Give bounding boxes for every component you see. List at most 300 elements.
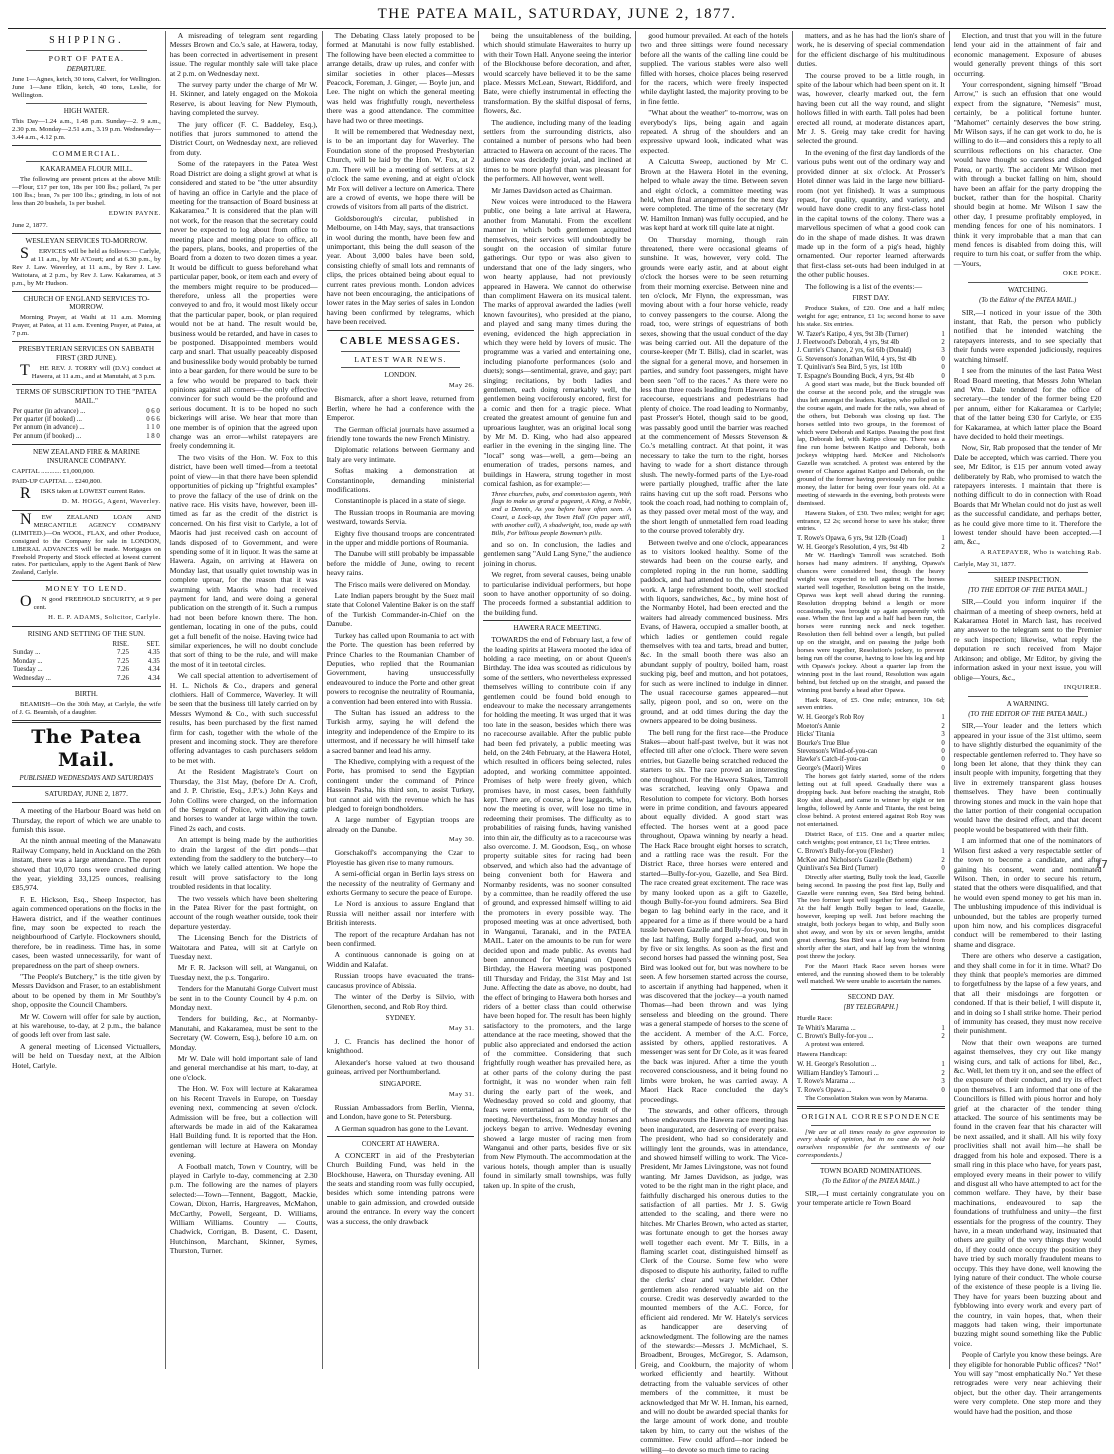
table-row [12,649,161,657]
column-1 [8,31,165,1369]
race-result-row [797,756,945,764]
placing: 1 [941,714,945,722]
handicap-results [797,1061,945,1095]
dispatch-item: The Danube will still probably be impassable before the middle of June, owing to recent heavy rains. [326,549,475,578]
horse-entry: W. H. George's Resolution ... [796,1061,877,1069]
horse-entry: T. Quinlivan's Sea Bird, 5 yrs, 1st 10lb [796,364,903,372]
horse-entry: Quinlivan's Sea Bird (Turner) [796,865,878,873]
sun-table [12,641,161,683]
divider [12,341,161,342]
horse-entry: Hawke's Catch-if-you-can [796,756,869,764]
dispatch-item: The report of the recapture Ardahan has not been confirmed. [326,929,475,949]
flour-mill-heading: KAKARAMEA FLOUR MILL. [39,165,133,174]
table-row [12,433,161,441]
article-paragraph: The Debating Class lately proposed to be formed at Manutahi is now fully established. The following have been elected a committee to arrange details, draw up rules, and confer with similar societies in other places—Messrs Peacock, Foreman, J. Ginger, — Boyle jun, and Lee. The night on which the general meeting was held was frightfully rough, nevertheless there was a good attendance. The committee have had two or three meetings. [326,31,475,125]
race-result-row [797,356,945,364]
article-paragraph: An attempt is being made by the authorities to drain the largest of the dirt ponds—that extending from the saddlery to the butchery—to which we lately called attention. We hope the result will prove satisfactory to the long troubled residents in that locality. [169,835,318,892]
produce-stakes-text: Produce Stakes, of £20. One and a half miles; weight for age; entrance, £1 1s; second horse to save his stake. Six entries. [796,304,945,328]
race-result-row [797,1087,945,1095]
race-result-row [797,865,945,873]
article-paragraph: A misreading of telegram sent regarding Messrs Brown and Co.'s sale, at Hawera, today, has been corrected in advertisement in present issue. The regular monthly sale will take place at 2 p.m. on Wednesday next. [169,31,318,78]
table-row [12,666,161,674]
article-paragraph: Now, Sir, Rab proposed that the tender of Mr Dale be accepted, which was carried. There you see, Mr Editor, is £15 per annum voted away deliberately by Rab, who promised to watch the ratepayers interests. I maintain that there is nothing difficult to do in connection with Road Boards that Mr Whelan could not do just as well as the successful candidate, and perhaps better, as he could give more time to it. Therefore the lowest tender should have been accepted.—I am, &c., [953,443,1102,547]
watching-heading: WATCHING. [1008,286,1048,295]
article-paragraph: Mr James Davidson acted as Chairman. [491,185,613,195]
divider [26,161,147,162]
divider [811,989,931,990]
race-result-row [797,1070,945,1078]
hawera-results [797,535,945,552]
table-cell: 1 8 0 [146,432,160,440]
london-date: May 26. [448,382,475,390]
article-paragraph: A Football match, Town v Country, will be played in Carlyle to-day, commencing at 2.30 p.m. The following are the names of players selected:—Town—Tennent, Baggott, Mackie, Cowan, Dixon, Harris, Hargreaves, McMahon, McCarthy, Powell, Sergeant, D. Williams, William Williams. Country — Coutts, Chadwick, Corrigan, B. Dasent, C. Dasent, Hutchinson, Marchant, Skinner, Symes, Thurston, Turner. [169,1161,318,1256]
hawera-stakes-text: Hawera Stakes, of £30. Two miles; weight for age; entrance, £2 2s; second horse to save his stake; three entries. [796,509,945,533]
town-board-heading: TOWN BOARD NOMINATIONS. [819,1167,922,1176]
column-3 [322,31,479,1369]
district-results [797,848,945,873]
protest-text: A protest was entered. [804,1041,865,1049]
divider [483,620,631,621]
horse-entry: G. Stevenson's Jonathan Wild, 4 yrs, 9st 4lb [796,355,917,363]
london-dispatches [327,394,475,834]
dispatch-item: The Sultan has issued an address to the Turkish army, saying he will defend the integrity and independence of the Empire to its uttermost, and if necessary he will himself take a sacred banner and lead his army. [326,707,475,755]
placing: 0 [941,372,945,380]
table-row [12,416,161,424]
dispatch-item: Diplomatic relations between Germany and Italy are very intimate. [326,445,475,464]
hogg-signature: D. M. HOGG, Agent, Waverley. [61,497,161,505]
table-cell: 7.26 [117,666,129,674]
divider [341,367,461,368]
column-header: SET. [146,640,160,648]
dispatch-item: A German squadron has gone to the Levant. [334,1123,469,1133]
race-result-row [797,714,945,722]
money-text: ON good FREEHOLD SECURITY, at 9 per cent. [20,592,161,611]
table-cell: 0 6 0 [146,407,160,415]
article-paragraph: good humour prevailed. At each of the hotels two and three sittings were found necessary before all the wants of the calling line could be supplied. The various stables were also well filled with horses, choice places being reserved for the racers, which were freely inspected while daylight lasted, the majority proving to be in fine fettle. [640,31,788,106]
newspaper-logo: The Patea Mail. [31,725,142,772]
placing: 0 [941,1086,945,1094]
article-paragraph: Mr F. R. Jackson will sell, at Wanganui, on Tuesday next, the p.s. Tongariro. [169,963,318,982]
race-result-row [797,740,945,748]
article-paragraph: At the ninth annual meeting of the Manawatu Railway Company, held in Auckland on the 26th instant, there was a large attendance. The report showed that 10,070 tons were crushed during the year, yielding 33,125 ounces, realising £85,974. [12,836,161,893]
horse-entry: Bourke's True Blue [796,739,850,747]
placing: 2 [941,856,945,864]
race-meeting-text: TOWARDS the end of February last, a few of the leading spirits at Hawera mooted the idea of holding a race meeting, on or about Queen's Birthday. The idea was scouted as ridiculous by some of the settlers, who nevertheless expressed themselves willing to contribute coin if any gentlemen could be found bold enough to endeavour to make the necessary arrangements for holding the meeting. It was urged that it was too late in the season, besides which there was no racecourse available. After the public puble had been fed privately, a public meeting was held, on the 24th February, at the Hawera Hotel, which resulted in officers being selected, rules adopted, and working committee appointed. Promises of help were freely given, which promises have, in most cases, been faithfully kept. There are, of course, a few laggards, who, now the meeting is over, will lose no time in redeeming their promises. The difficulty as to probabilities of raising funds, having vanished into thin air, the difficulty as to a racecourse was also overcome. J. M. Goodson, Esq., on whose property suitable sites for racing had been observed, and which also had the advantage of being convenient both for Hawera and Normanby residents, was no sooner consulted by a committee, than he readily offered the use of ground, and expressed himself willing to aid the promoters in every possible way. The proposed meeting was at once advertised, both in Wanganui, Taranaki, and in the PATEA MAIL. Later on the amounts to be run for were decided upon and made public. As events had been announced for Wanganui on Queen's Birthday, the Hawera meeting was postponed till Thursday and Friday, the 31st May and 1st June. Affecting the date as above, no doubt, had the effect of bringing to Hawera both horses and riders of a better class than could otherwise have been hoped for. The result has been highly satisfactory to the promoters, and the large attendance at the race meeting, showed that the public also appreciated and endorsed the action of the committee. Considering that such frightfully rough weather has prevailed here, as at other parts of the colony during the past fortnight, it was no wonder when rain fell during the early part of the week, and Wednesday proved so cold and gloomy, that fears were entertained as to the result of the meeting. Nevertheless, from Monday horses and jockeys began to arrive. Wednesday evening showed a large muster of racing men from Wanganui and other parts, besides five or six from New Plymouth. The accommodation at the various hotels, though ampler than is usually found in similarly small townships, was fully taken up. In spite of the crush, [483,635,632,1190]
divider [12,786,161,787]
masthead: THE PATEA MAIL, SATURDAY, JUNE 2, 1877. [377,6,737,22]
horse-entry: T. Rowe's Opawa, 6 yrs, 9st 12lb (Coad) [796,535,908,543]
race-result-row [797,748,945,756]
district-report: Directly after starting, Bully took the lead, Gazelle being second. In passing the post first lap, Bully and Gazelle were running even, Sea Bird being behind. The two former kept well together for some distance. At the half length Bully began to lead, Gazelle, however, keeping up well. Just before reaching the straight, both jockeys began to whip, and Bully soon shot away, and won by six or seven lengths, amidst great cheering. Sea Bird was a long way behind from shortly after the start, and half lap from the winning post threw the jockey. [796,873,945,960]
horse-entry: C. Brown's Bully-for-you (Flesher) [796,848,893,856]
table-row [12,658,161,666]
correspondence-heading: ORIGINAL CORRESPONDENCE [801,1111,941,1121]
horse-entry: W. H. George's Rob Roy [796,714,865,722]
divider [797,1106,945,1109]
placing: 0 [941,739,945,747]
may30-date: May 30. [448,836,475,844]
hurdle-race-label: Hurdle Race: [796,1014,833,1022]
sheep-sub: [TO THE EDITOR OF THE PATEA MAIL.] [967,586,1088,594]
adams-signature: H. E. P. ADAMS, Solicitor, Carlyle. [48,613,161,621]
divider [12,510,161,511]
article-paragraph: In the evening of the first day landlords of the various pubs went out of the ordinary way and provided dinner at six o'clock. At Prosser's Hotel dinner was laid in the large new billiard-room (not yet finished). It was a sumptuous repast, for quality, quantity, and variety, and would have done credit to any first-class hotel in the capital towns of the colony. There was a marvellous specimen of what a good cook can do in the shape of made dishes. It was drawn made up in the form of a pig's head, highly ornamented. Our reporter learned afterwards that first-class set-outs had been indulged in at the other public houses. [796,147,945,280]
article-paragraph: SIR,—Your leader and the letters which appeared in your issue of the 31st ultimo, seem to have slightly disturbed the equanimity of the respectable gentlemen referred to. They have so long been let alone, that they think they can insult people with impunity, forgetting that they live in extremely transparent glass houses themselves. They have been continually throwing stones and muck in the vain hope that the latter portion of their congenial occupation would have the desired effect, and that decent people would be bespattered with their filth. [953,721,1102,834]
hurdle-results [797,1025,945,1042]
table-cell: 4.34 [147,666,160,674]
table-cell: 4.35 [147,649,160,657]
sydney-date: May 31. [448,1024,475,1032]
article-paragraph: The stewards, and other officers, through whose endeavours the Hawera race meeting has been inaugurated, are deserving of every praise. The president, who had so considerately and willingly lent the grounds, was in attendance, and showed himself willing to work. The Vice-President, Mr James Livingstone, was not found wanting. Mr James Davidson, as judge, was voted to be the right man in the right place, and faithfully discharged his onerous duties to the satisfaction of all parties. Mr J. S. Gwig attended to the scaling, and there were no hitches. Mr Charles Brown, who acted as starter, was fortunate enough to get the horses away well together each event. Mr T. Bills, in a flaming scarlet coat, distinguished himself as Clerk of the Course. Some few who were disposed to dispute his authority, failed to ruffle the clerks' clear and wary wielder. Other gentlemen also rendered valuable aid on the course. Credit was deservedly awarded to the mounted members of the A.C. Force, for efficient aid rendered. Mr W. Hately's services as handicapper are deserving of acknowledgment. The following are the names of the stewards:—Messrs J. McMichael, S. Broadbent, Brouges, McGregor, S. Adamson, Greig, and Cookburn, the majority of whom worked efficiently and heartily. Without detracting from the valuable services of other members of the committee, it must be acknowledged that Mr W. H. Inman, his earned, and will no doubt be awarded special thanks for the large amount of work done, and trouble taken by him, to carry out the wishes of the committee. Few could afford—nor indeed be willing—to devote so much time to racing [640,1105,788,1454]
dispatch-item: Bismarck, after a short leave, returned from Berlin, where he had a conference with the Emperor. [326,394,475,423]
birth-heading: BIRTH. [74,689,98,698]
table-cell: 1 1 0 [146,424,160,432]
dispatch-item: The Khedive, complying with a request of the Porte, has promised to send the Egyptian contingent under the command of Prince Hassein Pasha, his third son, to assist Turkey, but cannot aid with the revenue which he has pledged to foreign bondholders. [326,756,475,814]
placing: 0 [941,764,945,772]
race-result-row [797,848,945,856]
sun-heading: RISING AND SETTING OF THE SUN. [27,629,146,638]
loan-company-text: NEW ZEALAND LOAN AND MERCANTILE AGENCY COMPANY (LIMITED.)—On WOOL, FLAX, and other Produce, consigned to the Company for sale in LONDON, LIBERAL ADVANCES will be made. Mortgages on Freehold Property and Stock effected at lowest current rates. For particulars, apply to the Agent Bank of New Zealand, Carlyle. [12,511,161,577]
article-paragraph: Between twelve and one o'clock, appearances as to visitors looked healthy. Some of the stewards had been on the course early, and completed roping in the run home, saddling paddock, and had attended to the other needful work. A large refreshment booth, well stocked with liquors, sandwiches, &c., by mine host of the Normanby Hotel, had been erected and the waiters had already commenced business. Mrs Evans, of Hawera, occupied a smaller booth, at which ladies or gentlemen could regale themselves with tea and tarts, bread and butter, &c. In the small booth there was also an abundant supply of poultry, boiled ham, roast sucking pig, beef and mutton, and hot potatoes, for such as were inclined to indulge in dinner. The usual racecourse games appeared—nut sally, pigeon pool, and so on, were on the ground, and at odd times during the day the owners appeared to be doing business. [640,537,788,726]
table-row [12,675,161,683]
produce-report: A good start was made, but the Buck bounded off the course at the second pole, and the struggle was thus left amongst the leaders. Katipo, who pulled on to the course again, and made for the rails, was ahead of the others, but Deborah was closing up fast. The horses settled into two groups, in the foremost of which were Deborah and Katipo. Passing the post first lap, Deborah led, with Katipo close up. There was a fine run home between Katipo and Deborah, both jockeys whipping hard. McKee and Nicholson's Gazelle was scratched. A protest was entered by the owner of Chance against Katipo and Deborah, on the ground of the former having previously run for public money, the latter for being over four years old. At a meeting of stewards in the evening, both protests were dismissed. [796,381,945,507]
placing: 0 [941,865,945,873]
london-heading: LONDON. [384,371,417,380]
horse-entry: Hicks' Titania [796,731,835,739]
race-result-row [797,364,945,372]
placing: 3 [941,731,945,739]
race-result-row [797,339,945,347]
table-cell: Per quarter (in advance) ... [13,407,86,415]
article-paragraph: Election, and trust that you will in the future lend your aid in the attainment of fair and economic management. Exposure of abuses would generally prevent things of this sort occurring. [953,31,1102,78]
wesleyan-heading: WESLEYAN SERVICES TO-MORROW. [25,237,148,246]
article-paragraph: People of Carlyle you know these beings. Are they eligible for honorable Public offices? "No!" You will say "most emphatically No." Yet these retrogrades were very near achieving their object, but the other day. Their arrangements were very complete. One step more and they would have had the position, and those [953,1350,1102,1416]
concert-heading: CONCERT AT HAWERA. [361,1139,440,1148]
horse-entry: C. Brown's Bully-for-you ... [796,1033,874,1041]
horse-entry: T. Rowe's Opawa ... [796,1086,852,1094]
placing: 1 [941,1024,945,1032]
article-paragraph: The course proved to be a little rough, in spite of the labour which had been spent on it. It was, however, clearly marked out, the fern having been cut all the way round, and slight hollows filled in with earth. Tall poles had been erected all round, at moderate distances apart, Mr J. S. Greig may take credit for having selected the ground. [796,70,945,146]
dispatch-item: A continuous cannonade is going on at Widdin and Kalafat. [326,950,475,969]
dispatch-item: A large number of Egyptian troops are already on the Danube. [326,815,475,834]
article-paragraph: At the Resident Magistrate's Court on Thursday, the 31st May, (before Dr A. Croft, and J. P. Christie, Esq., J.P.'s.) John Keys and John Collins were charged, on the information of the Sergeant of Police, with allowing cattle and horses to wander at large within the town. Fined 2s each, and costs. [169,767,318,833]
singapore-dispatches [327,1103,475,1133]
divider [327,330,475,331]
flour-mill-signature: EDWIN PAYNE. [108,210,161,218]
sheep-heading: SHEEP INSPECTION. [994,575,1062,584]
column-header: RISE. [112,640,129,648]
column-7 [949,31,1106,1416]
divider [968,696,1088,697]
departure-heading: DEPARTURE. [66,66,107,74]
sheep-text: SIR,—Could you inform inquirer if the chairman of a meeting of sheep owners, held at Kakaramea Hotel in March last, has received any answer to the telegram sent to the Premier re such inspection; likewise, what reply the deputation re such received from Major Atkinson; and oblige, Mr Editor, by giving the information asked in your next issue, you will oblige—Yours, &c., [953,597,1102,682]
divider [12,291,161,292]
race-result-row [797,1033,945,1041]
article-paragraph: SIR,—I noticed in your issue of the 30th instant, that Rab, the person who publicly notified that he intended watching the ratepayers interests, and to see specially that their funds were expended judiciously, requires watching himself. [953,307,1102,364]
divider [12,686,161,687]
article-paragraph: On Thursday morning, though rain threatened, there were occasional gleams of sunshine. It was, however, very cold. The grounds were early astir, and at about eight o'clock the horses were to be seen returning from their morning exercise. Between nine and ten o'clock, Mr Flynn, the expressman, was moving about with a four horse vehicle, ready to convey passengers to the course. Along the road, too, were strings of equestrians of both sexes, showing that the usual conduct of the day was being carried out. All the depature of the course-keeper (Mr T. Bills), clad in scarlet, was the signal for a general move, and horsemen in parties, and sundry foot passengers, might have been seen "off to the races." As there were no less than three roads leading from Hawera to the racecourse, equestrians and pedestrians had plenty of choice. The road leading to Normanby, past Prosser's Hotel, though said to be good, was passably good until the barrier was reached at the commencement of Messrs Stevenson & Co.'s metalling contract. At that point, it was necessary to take the turn to the right, horses having to wade for a short distance through slush. The newly-formed parts of the Lye-road were partially ploughed, traffic after the late rains having cut up the soft road. Persons who took the coach road, had nothing to complain of, as they passed over metal most of the way, and the short length of unmetalled fern road leading to the course proved tolerably dry. [640,234,788,536]
race-result-row [797,857,945,865]
article-paragraph: The jury officer (F. C. Baddeley, Esq.), notifies that jurors summoned to attend the District Court, on Wednesday next, are relieved from duty. [169,119,318,157]
dispatch-item: The Russian troops in Roumania are moving westward, towards Servia. [326,507,475,527]
insurance-heading: NEW ZEALAND FIRE & MARINE INSURANCE COMPANY. [32,448,140,466]
ratepayer-date: Carlyle, May 31, 1877. [953,561,1016,568]
maori-race-text: For the Maori Hack Race seven horses were entered, and the running showed them to be tolerably well matched. We were unable to ascertain the names. [796,962,945,986]
dispatch-item: Turkey has called upon Roumania to act with the Porte. The question has been referred by Prince Charles to the Roumanian Chamber of Deputies, who replied that the Roumanian Government, having unsuccessfully endeavoured to induce the Porte and other great powers to recognise the neutrality of Roumania, a convention had been entered into with Russia. [326,630,475,706]
dispatch-item: A semi-official organ in Berlin lays stress on the necessity of the neutrality of Germany and exhorts Germany to secure the peace of Europe. [326,869,475,898]
placing: 2 [941,1069,945,1077]
horse-entry: J. Fleetwood's Deborah, 4 yrs, 9st 4lb [796,339,900,347]
church-heading: CHURCH OF ENGLAND SERVICES TO-MORROW. [23,294,150,312]
table-cell: 7.25 [117,657,129,665]
article-paragraph: F. E. Hickson, Esq., Sheep Inspector, has again commenced operations on the flocks in the Hawera district, and if the weather continues fine, may soon be expected to reach the neighbourhood of Carlyle. Flockowners should, therefore, be in readiness. Time has, in some cases, been wasted unnecessarily, for want of preparedness on the part of sheep owners. [12,894,161,970]
divider [341,351,461,352]
sydney-heading: SYDNEY. [385,1013,416,1022]
dispatch-item: Alexander's horse valued at two thousand guineas, arrived per Northumberland. [326,1057,475,1077]
dispatch-item: The German official journals have assumed a friendly tone towards the new French Ministry. [326,424,475,443]
departures-text: June 1—Agnes, ketch, 30 tons, Calvert, for Wellington. June 1—Jane Elkin, ketch, 40 tons, Leslie, for Wellington. [12,76,161,100]
race-result-row [797,535,945,543]
divider [12,580,161,581]
district-race-text: District Race, of £15. One and a quarter miles; catch weights; post entrance, £1 1s; Three entries. [796,830,945,846]
placing: 1 [941,330,945,338]
placing: 0 [941,355,945,363]
dateline: SATURDAY, JUNE 2, 1877. [44,790,128,799]
column-4 [478,31,635,1369]
cable-messages-heading: CABLE MESSAGES. [339,335,462,347]
table-row [12,408,161,416]
hawera-handicap-label: Hawera Handicap: [796,1051,847,1059]
article-paragraph: Your correspondent, signing himself "Broad Arrow," is such an effusion that one would expect from the signature, "Nemesis" must, certainly, be a political fortune hunter. "Mahomet" certainly deserves the bow string. Mr Wilson says, if he can get work to do, he is willing to do it—and considers this a reply to all scurrilous reflections on his character. One would have thought so careless and dislodged Patea, or partly. The accident Mr Wilson met with through a bucket falling on him, should have been an affair for the party dropping the bucket, rather than for the hospital. Charity should begin at home. Mr Wilson I saw the other day, I presume profitably employed, in mending fences for one of his nominators. I think it very improbable that a man that can mend fences is disabled from doing this, will require to turn his coat, or suffer from the whip.—Yours, [953,80,1102,268]
horse-entry: W. H. George's Resolution, 4 yrs, 9st 4lb [796,543,908,551]
horse-entry: McKee and Nicholson's Gazelle (Bethem) [796,856,912,864]
article-paragraph: A general meeting of Licensed Victuallers, will be held on Tuesday next, at the Albion Hotel, Carlyle. [12,1041,161,1070]
article-paragraph: The Hon. W. Fox will lecture at Kakaramea on his Recent Travels in Europe, on Tuesday evening next, commencing at seven o'clock. Admission will be free, but a collection will afterwards be made in aid of the Kakaramea Hall Building fund. It is reported that the Hon. gentleman will lecture at Hawera on Monday evening. [169,1084,318,1160]
article-paragraph: The bell rung for the first race—the Produce Stakes—about half-past twelve, but it was not effected till after one o'clock. There were seven entries, but Gazelle being scratched reduced the starters to six. The race proved an interesting one throughout. For the Hawera Stakes, Tamroll was scratched, leaving only Opawa and Resolution to compete for victory. Both horses were in prime condition, and favours appeared about equally divided. A good start was effected. The horses went at a good pace throughout, Opawa winning by nearly a head. The Hack Race brought eight horses to scratch, and a rattling race was the result. For the District Race, three horses were entered and started—Bully-for-you, Gazelle, and Sea Bird. The race created great excitement. The race was by many looked upon as a gift to Gazelle, though Bully-for-you found admirers. Sea Bird began to lag behind early in the race, and it appeared for a time as if there would be a hard tussle between Gazelle and Bully-for-you, but in the last halfing, Bully forged a-head, and won by five or six lengths. As soon as the first and second horses had passed the winning post, Sea Bird was looked out for, but was nowhere to be seen. A few horsemen started across the course, to ascertain if anything had happened, when it was discovered that the jockey—a youth named Thomas—had been thrown and was lying senseless and bleeding on the ground. There was a general stampede of horses to the scene of the accident. A member of the A.C. Force, assisted by others, applied restoratives. A messenger was sent for Dr Cole, as it was feared the back was injured. After a time the youth recovered consciousness, and it being found no limbs were broken, he was carried away. A Maori Hack Race concluded the day's proceedings. [640,727,788,1104]
horse-entry: T. Rowe's Marama ... [796,1078,855,1086]
columns [8,31,1106,1454]
port-heading: PORT OF PATEA. [48,54,125,64]
table-row [12,424,161,432]
wesleyan-text: SERVICES will be held as follows:— Carlyle, at 11 a.m., by Mr A'Court; and at 6.30 p.m., by Rev J. Law. Waverley, at 11 a.m., by Rev J. Law. Waitotara, at 2 p.m., by Rev J. Law. Kakaramea, at 3 p.m., by Mr Hudson. [12,245,161,287]
article-paragraph: matters, and as he has had the lion's share of work, he is deserving of special commendation for the efficient discharge of his multitudinous duties. [796,31,945,69]
horse-entry: Moeton's Annie [796,722,840,730]
article-paragraph: There are others who deserve a castigation, and they shall come in for it in time. What? Do they think that people's memories are dimmed to forgetfulness by the lapse of a few years, and that all their misdoings are forgotten or condoned. If that is their belief, I will dispute it, and in doing so I shall strike home. Their period of immunity has ceased, they must now receive their punishment. [953,951,1102,1036]
watching-sub: (To the Editor of the PATEA MAIL.) [979,297,1077,305]
table-cell: Sunday ... [13,649,41,657]
horse-entry: Stevenson's Wind-of-you-can [796,748,878,756]
birth-text: BEAMISH—On the 30th May, at Carlyle, the wife of J. G. Beamish, of a daughter. [12,700,161,716]
placing: 2 [941,722,945,730]
divider [26,103,147,104]
church-text: Morning Prayer, at Waihi at 11 a.m. Morning Prayer, at Patea, at 11 a.m. Evening Prayer, at Patea, at 7 p.m. [12,314,161,338]
article-paragraph: A Calcutta Sweep, auctioned by Mr C. Brown at the Hawera Hotel in the evening, helped to whale away the time. Between seven and eight o'clock, a committee meeting was held, when final arrangements for the next day were completed. The time of the secretary (Mr W. Hamilton Inman) was fully occupied, and he was kept hard at work till quite late at night. [640,157,788,233]
second-day-heading: SECOND DAY. [847,993,895,1002]
horse-entry: T. Espagne's Bounding Buck, 4 yrs, 9st 4lb [796,372,915,380]
race-result-row [797,1025,945,1033]
article-paragraph: being the unsuitableness of the building, which should stimulate Haweraites to hurry up with their Town Hall. Anyone seeing the interior of the Blockhouse before decoration, and after, would scarcely have believed it to be the same place. Messrs McLean, Stewart, Riddiford, and Bate, were chiefly instrumental in effecting the transformation. By the skilful disposal of ferns, flowers, &c. [483,31,632,116]
table-cell: 0 6 6 [146,416,160,424]
produce-results [797,331,945,382]
table-cell: 7.26 [117,674,129,682]
presbyterian-heading: PRESBYTERIAN SERVICES ON SABBATH FIRST (3RD JUNE). [18,345,155,363]
article-paragraph: The two visits of the Hon. W. Fox to this district, have been well timed—from a teetotal point of view—in that there have been splendid opportunities of picking up "frightful examples" to prove the fallacy of the use of drink on the native race. His visits have, however, been ill-timed as far as the credit of the district is concerned. On his first visit to Carlyle, a lot of Maoris had just received cash on account of lands disposed of to Government, and were spending some of it in liquor. It was the same at Hawera. Again, on arriving at Hawera on Monday last, that usually quiet township was in complete uproar, for the reason that it was swarming with Maoris who had received payment for land, and were doing a general publication on the strength of it. Such a rumpus had not been before known there. The hon. gentleman, locating in one of the pubs, could get a full benefit of the noise. Having twice had similar experiences, he will no doubt conclude that sort of thing to be the rule, and will make the most of it in teetotal circles. [169,452,318,669]
divider [26,50,147,51]
high-water-heading: HIGH WATER. [63,107,110,116]
divider [811,1125,931,1126]
horse-entry: W. Tazer's Katipo, 4 yrs, 9st 3lb (Turner) [796,330,909,338]
risks-text: RISKS taken at LOWEST current Rates. [20,484,146,502]
terms-heading: TERMS OF SUBSCRIPTION TO THE "PATEA MAIL." [15,387,157,405]
money-heading: MONEY TO LEND. [45,584,128,594]
publication-note: PUBLISHED WEDNESDAYS AND SATURDAYS [19,774,154,782]
divider [12,384,161,385]
concert-text: A CONCERT in aid of the Presbyterian Church Building Fund, was held in the Blockhouse, Hawera, on Thursday evening. All the seats and standing room was fully occupied, besides which some intending patrons were unable to gain admission, and crowded outside around the entrance. In every way the concert was a success, the only drawback [326,1150,475,1226]
dispatch-item: Late Indian papers brought by the Suez mail state that Colonel Valentine Baker is on the staff of the Turkish Commander-in-Chief on the Danube. [326,591,475,629]
table-cell: 7.25 [117,649,129,657]
divider [12,233,161,234]
flour-mill-text: The following are present prices at the above Mill:—Flour, £17 per ton, 18s per 100 lbs.; pollard, 7s per 100 lbs.; bran, 7s per 100 lbs.; grinding, in lots of not less than 20 bushels, 1s per bushel. [12,176,161,208]
divider [968,282,1088,283]
article-paragraph: "The People's Butchery," is the title given by Messrs Davidson and Fraser, to an establishment about to be opened by them in Mr Southby's shop, opposite the Council Chambers. [12,972,161,1010]
by-telegraph: [BY TELEGRAPH.] [843,1004,899,1012]
placing: 0 [941,364,945,372]
table-cell: Per annum (if booked) ... [13,432,82,440]
divider [12,626,161,627]
race-result-row [797,731,945,739]
divider [12,145,161,146]
race-result-row [797,544,945,552]
article-paragraph: It will be remembered that Wednesday next, is to be an important day for Waverley. The Foundation stone of the proposed Presbyterian Church, will be laid by the Hon. W. Fox, at 2 p.m. There will be a meeting of settlers at six o'clock the same evening, and at eight o'clock Mr Fox will deliver a lecture on America. There are a crowd of events, we hope there will be crowds of visitors from all parts of the district. [326,127,475,212]
column-5 [635,31,792,1454]
divider [12,444,161,445]
article-paragraph: Tenders for building, &c., at Normanby-Manutahi, and Kakaramea, must be sent to the Secretary (W. Cowern, Esq.), before 10 a.m. on Monday. [169,1014,318,1052]
town-board-sub: (To the Editor of the PATEA MAIL.) [822,1178,920,1186]
placing: 1 [941,848,945,856]
consolation-text: The Consolation Stakes was won by Marama. [804,1094,928,1102]
paid-up-text: PAID-UP CAPITAL ... £240,800. [12,478,102,486]
placing: 2 [941,1033,945,1041]
dispatch-item: J. C. Francis has declined the honor of knighthood. [326,1037,475,1056]
town-board-text: SIR,—I must certainly congratulate you on your temperate article re Town Board [796,1188,945,1207]
placing: 3 [941,347,945,355]
shipping-heading: SHIPPING. [49,35,124,46]
dispatch-item: Russian troops have evacuated the trans-caucasus province of Abissia. [326,971,475,990]
article-paragraph: A meeting of the Harbour Board was held on Thursday, the report of which we are unable to furnish this issue. [12,806,161,834]
first-day-heading: FIRST DAY. [852,293,890,302]
article-paragraph: I am informed that one of the nominators of Wilson first asked a very respectable settler of the town to become a candidate, and after gaining his consent, went and nominated Wilson. Then, in order to secure his return, stated that the others were disqualified, and that he would even spend money to get his man in. The unblushing impudence of this individual is unbounded, but the tables are properly turned upon him now, and his complices disgraceful conduct will be remembered to their lasting shame and disgrace. [953,836,1102,949]
race-result-row [797,765,945,773]
column-2 [165,31,322,1369]
flour-mill-date: June 2, 1877. [12,222,48,230]
terms-table [12,408,161,442]
article-paragraph: Mr W. Dale will hold important sale of land and general merchandise at his mart, to-day, at one o'clock. [169,1054,318,1082]
placing: 3 [941,1078,945,1086]
warning-heading: A WARNING. [1006,700,1049,709]
article-paragraph: New voices were introduced to the Hawera public, one being a late arrival at Hawera, another from Manutahi. From the excellent manner in which both gentlemen acquitted themselves, their services will undoubtedly be sought on the occasion of similar future gatherings. Our typo or was also given to understand that one of the lady singers, who won hearty applause, had not previously appeared in Hawera. We cannot do otherwise than compliment Hawera on its musical talent. The marks of approval awarded the ladies (well known favourites), who presided at the piano, and played and sang many times during the evening, evidenced the high appreciation in which they were held by lovers of music. The programme was a varied and entertaining one, including pianoforte performances (solo and duets); songs—sentimental, grave, and gay; part singing; recitations, by both ladies and gentlemen, each doing remarkably well, the gentlemen being vociferously encored, first for a comic and then for a tragic piece. What created the greatest amount of genuine fun and uproarious laughter, was an original local song by Mr M. D. King, who had also appeared earlier in the evening in the singing line. The "local" song was—well, a gem—being an enumeration of trades, persons names, and buildings in Hawera, strung together in most comical fashion, as for example:— [483,196,632,489]
race-result-row [797,1078,945,1086]
oke-poke-signature: OKE POKE. [1063,270,1102,278]
horse-entry: George's (Maori) Wires [796,764,862,772]
correspondence-note: [We are at all times ready to give expression to every shade of opinion, but in no case do we hold ourselves responsible for the sentiments of our correspondents.] [796,1128,945,1160]
table-header-row [12,641,161,649]
article-paragraph: The audience, including many of the leading settlers from the surrounding districts, also contained a number of persons who had been attracted to Hawera on account of the races. The audience was decidedly jovial, and inclined at times to be more playful than was pleasant for the performers. All however, went well. [483,117,632,184]
placing: 1 [941,535,945,543]
article-paragraph: Goldsborough's circular, published in Melbourne, on 14th May, says, that transactions in wool during the month, have been few and unimportant, this being the dull season of the year. About 3,000 bales have been sold, consisting chiefly of small lots and remnants of clips, the prices obtained being about equal to current rates previous month. London advices have not been encouraging, the anticipations of lower rates in the May series of sales in London having been confirmed by telegrams, which have been received. [326,213,475,327]
table-cell: Per quarter (if booked) ... [13,416,82,424]
horse-entry: William Handley's Tamouri ... [796,1069,879,1077]
divider [811,1163,931,1164]
ratepayer-signature: A RATEPAYER, Who is watching Rab. [980,548,1102,556]
race-result-row [797,331,945,339]
article-paragraph: We call special attention to advertisement of H. L. Nichols & Co., drapers and general clothiers. Hall of Commerce, Waverley. It will be seen that the business till lately carried on by Messrs Wymond & Co., with such successful results, has been purchased by the first named firm for cash, together with the whole of the present and incoming stock. They are therefore offering advantages to cash purchasers seldom to be met with. [169,671,318,765]
placing: 1 [941,1061,945,1069]
article-paragraph: Tenders for the Manutahi Gorge Culvert must be sent in to the County Council by 4 p.m. on Monday next. [169,984,318,1013]
table-cell: Tuesday ... [13,666,43,674]
dispatch-item: The winter of the Derby is Silvio, with Glenorthen, second, and Rob Roy third. [326,992,475,1011]
may30-dispatches [327,848,475,1011]
singapore-date: May 31. [448,1090,475,1098]
table-cell: 4.35 [147,657,160,665]
article-paragraph: We regret, from several causes, being unable to particularise individual performers, but hope soon to have another opportunity of so doing. The proceeds formed a substantial addition to the building fund. [483,570,632,617]
race-result-row [797,347,945,355]
dispatch-item: Eighty five thousand troops are concentrated in the upper and middle portions of Roumania. [326,528,475,548]
war-news-heading: LATEST WAR NEWS. [354,354,447,364]
placing: 2 [941,543,945,551]
margin-mark: ℓ7 [1096,858,1108,871]
masthead-rule [8,28,1106,29]
hack-report: The horses got fairly started, some of the riders letting out at full speed. Gradually there was a dropping back. Just before reaching the straight, Rob Roy shot ahead, and came in winner by eight or ten lengths, followed by Annie and Titania, the rest being close behind. A protest entered against Rob Roy was not entertained. [796,773,945,828]
race-meeting-heading: HAWERA RACE MEETING. [513,624,602,633]
commercial-heading: COMMERCIAL. [52,148,121,158]
dispatch-item: Le Nord is anxious to assure England that Russia will neither assail nor interfere with British interests. [326,899,475,928]
high-water-text: This Day—1.24 a.m., 1.48 p.m. Sunday—2. 9 a.m., 2.30 p.m. Monday—2.51 a.m., 3.19 p.m. Wednesday—3.44 a.m., 4.12 p.m. [12,118,161,141]
divider [12,720,161,723]
article-paragraph: I see from the minutes of the last Patea West Road Board meeting, that Messrs John Whelan and Wm. Dale tendered for the office of secretary—the tender of the former being £20 per annum, either for Kakaramea or Carlyle; that of the latter being £30 for Carlyle, or £35 for Kakaramea, at which latter place the Board have decided to hold their meetings. [953,366,1102,441]
article-paragraph: Mr W. Cowern will offer for sale by auction, at his warehouse, to-day, at 2 p.m., the balance of goods left over from last sale. [12,1011,161,1040]
article-paragraph: The two vessels which have been sheltering in the Patea River for the past fortnight, on account of the rough weather outside, took their departure yesterday. [169,893,318,931]
divider [327,1136,475,1137]
capital-text: CAPITAL ............ £1,000,000. [12,468,95,476]
divider [12,802,161,803]
hack-results [797,714,945,773]
placing: 0 [941,756,945,764]
dispatch-item: Russian Ambassadors from Berlin, Vienna, and London, have gone to St. Petersburg. [326,1102,475,1122]
inquirer-signature: INQUIRER. [1063,683,1102,691]
horse-entry: J. Currie's Chance, 2 yrs, 6st 6lb (Donald) [796,347,912,355]
race-result-row [797,723,945,731]
placing: 2 [941,339,945,347]
article-paragraph: "What about the weather" to-morrow, was on everybody's lips, being again and again repeated. A shrug of the shoulders and an expressive upward look, indicated what was expected. [640,108,788,155]
horse-entry: Te Whiti's Marama ... [796,1024,856,1032]
article-paragraph: The survey party under the charge of Mr W. H. Skinner, and lately engaged on the Mokoia Reserve, is about leaving for New Plymouth, having completed the survey. [169,80,318,118]
presbyterian-text: THE REV. J. TORRY will (D.V.) conduct at Hawera, at 11 a.m., and at Manutahi, at 3 p.m. [20,361,161,380]
article-paragraph: Some of the ratepayers in the Patea West Road District are doing a slight growl at what is considered and stated to be "the utter absurdity of having an office in Carlyle and the place of meeting for the transaction of Board business at Kakaramea." It is considered that the plan will not work, for the reason that the secretary could never be expected to log about from office to meeting place and meeting place to office, all the papers, plans, books, and properties of the Board from a dozen to two dozen times a year. It would be difficult to guess beforehand what particular paper, book, or item each and every of the members might require to be produced—therefore, unless all the properties were conveyed to and fro, it would most likely occur that the particular paper, book, or plan required would not be at hand. The result would be, business would be retarded, and have in cases to be postponed. Disappointed members would carp and snarl. That usually peaceably disposed and businesslike body would probably be turned into a bear garden, for there would be sure to be a few who would be prepared to back their opinions against all comers—the only effective convincer for such would be the profound and serious document. It is to be hoped no such bickerings will arise. We hear that more than one member is of opinion that the agreed upon change was an error—whilst ratepayers are freely condemning it. [169,159,318,451]
hack-race-text: Hack Race, of £5. One mile; entrance, 10s 6d; seven entries. [796,696,945,712]
verse: Three churches, pubs, and commission agents, With flags to make us grand a pageant, A King, a Noble, and a Dennis, As you before have often seen. A Court, a Lock-up, the Town Hall (On paper still, with another call), A shadwright, too, made up with Bills, For billious people Bowman's pills. [491,490,632,538]
table-cell: Monday ... [13,657,43,665]
divider [968,572,1088,573]
warning-sub: (TO THE EDITOR OF THE PATEA MAIL.) [968,711,1088,718]
table-cell: Wednesday ... [13,674,51,682]
hawera-report: Mr W. Harding's Tamroll was scratched. Both horses had many admirers. If anything, Opawa's chances were considered best, though the heavy weight was expected to tell against it. The horses started well together, Resolution being on the inside, Opawa was kept well ahead during the running. Resolution dropping behind a length or more occasionally, was brought up again apparently with ease. When the first lap and a half had been run, the horses were running neck and neck together. Resolution then fell behind over a length, but pulled up on the straight, and on passing the judge both horses were together, Resolution's jockey, to prevent being run off the course, having to lose his leg and hip with Opawa's jockey. About a quarter lap from the winning post in the last round, Resolution was again behind, but fetched up on the straight, and passed the winning post barely a head after Opawa. [796,552,945,694]
article-paragraph: Now that their own weapons are turned against themselves, they cry out like mangy wising curs, and talk of actions for libel, &c., &c. Well, let them try it on, and see the effect of the exposure of their conduct, and try its effect upon themselves. I am informed that one of the Councillors is filled with pious horror and holy grief at the character of the tender thing attacked. The source of his sentiments may be found in the craven fear that his character will be next assailed, and it shall. All his wily foxy proclivities shall not avail him—he shall be dragged from his hole and exposed. There is a small ring in this place who have, for years past, employed every means in their power to vilify and disgust all who have attempted to act for the common welfare. They have, by their base machinations, endeavoured to sap the foundations of truthfulness and unity—the first essentials for the progress of the country. They have, in a mean underhand way, insinuated that others are guilty of the very things they would do, if they could once occupy the position they have tried by such morally fraudulent means to occupy. This they have done, well knowing the lying nature of their conduct. The whole course of the existence of these people is a living lie. They have for years been buzzing about and fybblowing into every work and every part of the country, in vain hopes, that, when their maggots had taken wing, their importunate buzzing might sound something like the Public voice. [953,1037,1102,1348]
dispatch-item: Constantinople is placed in a state of siege. [334,496,466,506]
column-6 [792,31,949,1369]
article-paragraph: The Licensing Bench for the Districts of Waitotara and Patea, will sit at Carlyle on Tuesday next. [169,933,318,961]
table-cell: Per annum (in advance) ... [13,424,85,432]
sydney-dispatches [327,1037,475,1077]
